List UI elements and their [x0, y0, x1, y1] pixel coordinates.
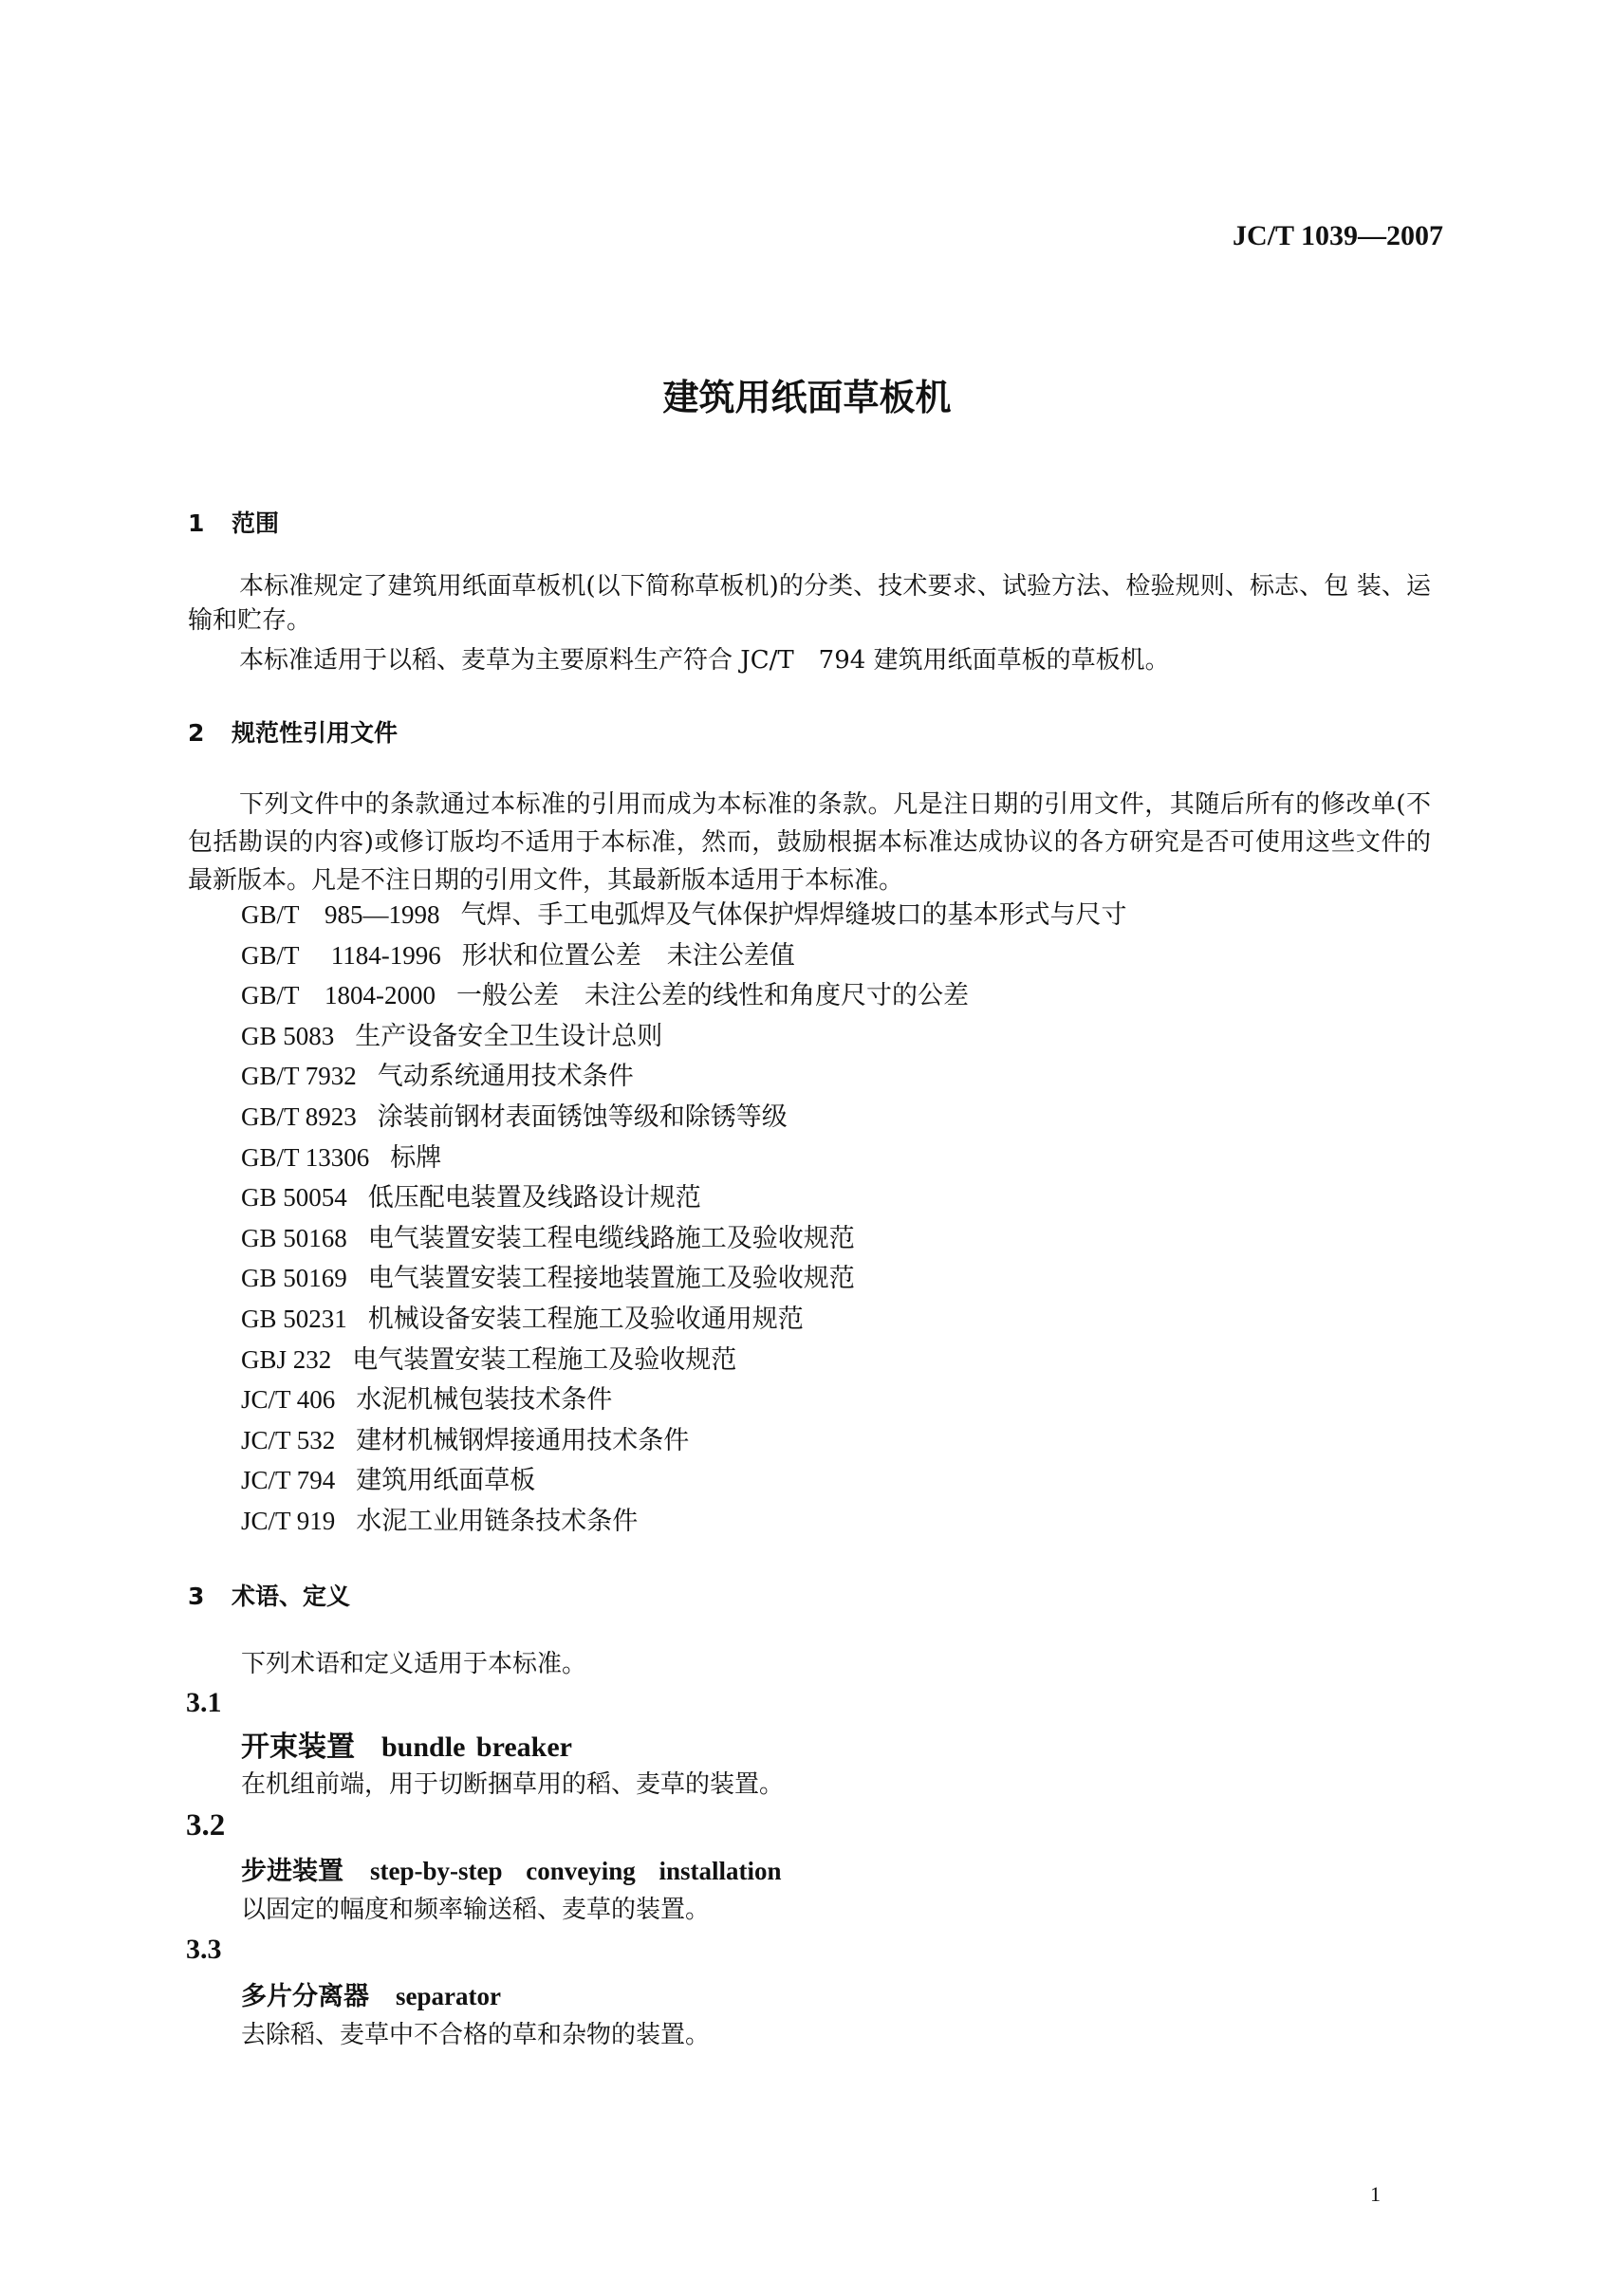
reference-title: 电气装置安装工程接地装置施工及验收规范 [367, 1264, 855, 1293]
reference-title: 气动系统通用技术条件 [377, 1062, 634, 1091]
reference-title: 气焊、手工电弧焊及气体保护焊焊缝坡口的基本形式与尺寸 [460, 900, 1127, 930]
reference-title: 低压配电装置及线路设计规范 [367, 1183, 701, 1213]
reference-code: GB/T 8923 [241, 1102, 357, 1131]
reference-title: 水泥工业用链条技术条件 [356, 1507, 639, 1536]
term-number: 3.2 [186, 1808, 226, 1842]
reference-title: 形状和位置公差 未注公差值 [461, 941, 795, 971]
reference-item [241, 1017, 662, 1056]
term-definition: 以固定的幅度和频率输送稻、麦草的装置。 [241, 1896, 711, 1924]
reference-item [241, 1461, 535, 1500]
reference-code: GB/T 1184-1996 [241, 941, 441, 970]
reference-code: GB 50169 [241, 1264, 347, 1292]
term-number: 3.3 [186, 1934, 222, 1965]
reference-item [241, 1421, 689, 1460]
reference-title: 标牌 [390, 1143, 442, 1173]
reference-item [241, 1219, 855, 1258]
section-title: 范围 [232, 509, 280, 537]
reference-item [241, 1139, 441, 1177]
reference-title: 机械设备安装工程施工及验收通用规范 [367, 1305, 804, 1334]
reference-code: GB 50231 [241, 1305, 347, 1333]
term-name [241, 1975, 501, 2012]
page-number: 1 [1370, 2182, 1381, 2206]
term-name [241, 1723, 572, 1765]
section-heading-terms [188, 1578, 350, 1612]
reference-code: GB/T 985—1998 [241, 900, 440, 929]
reference-code: GB/T 13306 [241, 1143, 370, 1172]
reference-code: JC/T 794 [241, 1466, 336, 1494]
reference-item [241, 1098, 788, 1137]
reference-code: JC/T 532 [241, 1426, 336, 1454]
terms-intro: 下列术语和定义适用于本标准。 [241, 1650, 587, 1678]
reference-code: GB 50168 [241, 1224, 347, 1252]
reference-title: 涂装前钢材表面锈蚀等级和除锈等级 [377, 1102, 788, 1132]
reference-item [241, 1178, 701, 1217]
reference-item [241, 1502, 638, 1541]
term-name-zh: 多片分离器 [241, 1982, 369, 2011]
reference-title: 建筑用纸面草板 [356, 1466, 536, 1495]
term-name-zh: 步进装置 [241, 1857, 343, 1886]
section-title: 术语、定义 [232, 1583, 351, 1610]
document-title: 建筑用纸面草板机 [662, 377, 952, 418]
reference-code: JC/T 406 [241, 1385, 336, 1414]
reference-item [241, 1341, 736, 1379]
section-number: 3 [188, 1583, 205, 1610]
scope-paragraph-1: 本标准规定了建筑用纸面草板机(以下简称草板机)的分类、技术要求、试验方法、检验规则、标志、包 装、运输和贮存。 [188, 572, 1431, 635]
term-name-en: separator [396, 1982, 501, 2010]
term-name-zh: 开束装置 [241, 1731, 355, 1764]
reference-item [241, 896, 1127, 935]
reference-code: GB 5083 [241, 1022, 335, 1050]
term-name-en: step-by-step conveying installation [370, 1857, 782, 1885]
reference-code: GB/T 1804-2000 [241, 981, 436, 1009]
term-name [241, 1850, 782, 1887]
section-number: 1 [188, 509, 205, 537]
reference-item [241, 936, 795, 975]
reference-title: 建材机械钢焊接通用技术条件 [356, 1426, 690, 1455]
reference-item [241, 976, 969, 1015]
reference-title: 水泥机械包装技术条件 [356, 1385, 613, 1415]
section-number: 2 [188, 719, 205, 747]
reference-item [241, 1380, 612, 1419]
section-heading-normative-references [188, 714, 398, 749]
reference-title: 一般公差 未注公差的线性和角度尺寸的公差 [456, 981, 970, 1010]
references-intro: 下列文件中的条款通过本标准的引用而成为本标准的条款。凡是注日期的引用文件，其随后所有的修改单(不包括勘误的内容)或修订版均不适用于本标准，然而，鼓励根据本标准达成协议的各方研究是否可使用这些文件的最新版本。凡是不注日期的引用文件，其最新版本适用于本标准。 [188, 790, 1431, 895]
reference-code: JC/T 919 [241, 1507, 336, 1535]
section-title: 规范性引用文件 [232, 719, 399, 747]
term-number: 3.1 [186, 1687, 222, 1718]
reference-code: GB 50054 [241, 1183, 347, 1212]
reference-title: 电气装置安装工程施工及验收规范 [352, 1345, 737, 1375]
reference-code: GBJ 232 [241, 1345, 332, 1374]
reference-item [241, 1057, 634, 1096]
reference-item [241, 1259, 855, 1298]
term-definition: 在机组前端，用于切断捆草用的稻、麦草的装置。 [241, 1770, 785, 1799]
reference-item [241, 1300, 804, 1339]
term-definition: 去除稻、麦草中不合格的草和杂物的装置。 [241, 2021, 711, 2049]
reference-title: 生产设备安全卫生设计总则 [355, 1022, 663, 1051]
section-heading-scope [188, 505, 279, 539]
scope-paragraph-2: 本标准适用于以稻、麦草为主要原料生产符合 JC/T 794 建筑用纸面草板的草板机。 [239, 646, 1170, 675]
term-name-en: bundle breaker [381, 1731, 572, 1763]
reference-code: GB/T 7932 [241, 1062, 357, 1090]
reference-title: 电气装置安装工程电缆线路施工及验收规范 [367, 1224, 855, 1253]
standard-code: JC/T 1039—2007 [1233, 220, 1443, 251]
